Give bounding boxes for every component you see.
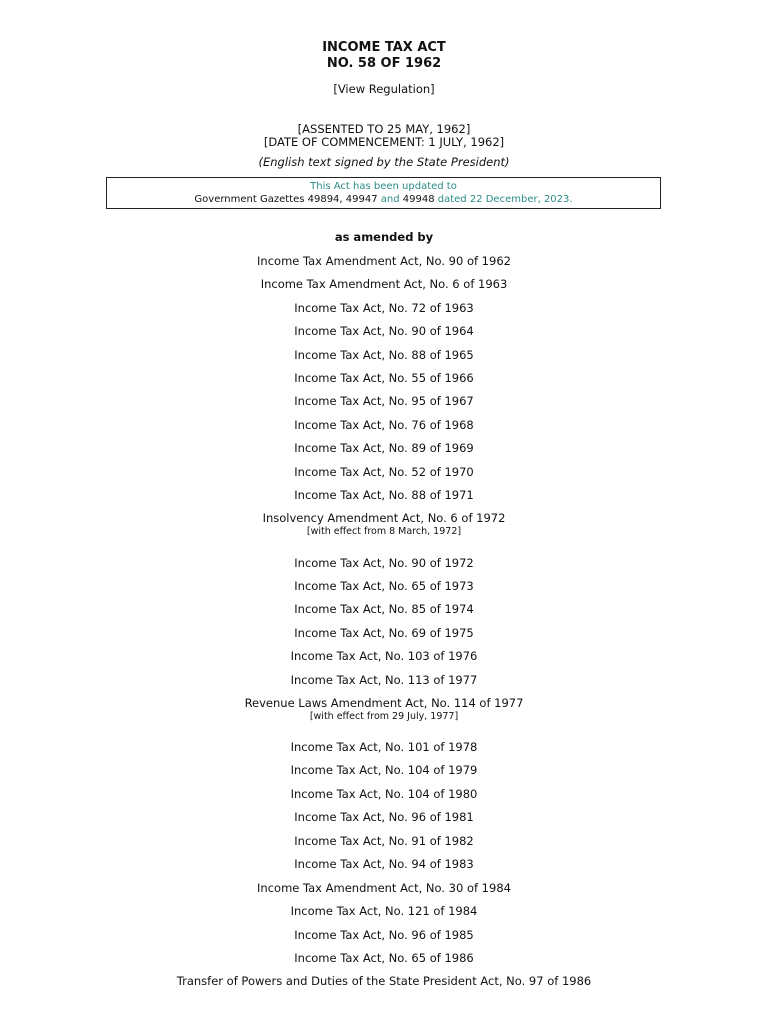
amending-act[interactable]: Insolvency Amendment Act, No. 6 of 1972 — [262, 511, 506, 525]
english-text-note: (English text signed by the State President) — [258, 155, 510, 169]
amending-act[interactable]: Income Tax Amendment Act, No. 30 of 1984 — [257, 881, 511, 895]
amending-act[interactable]: Income Tax Act, No. 55 of 1966 — [294, 371, 474, 385]
amending-act[interactable]: Income Tax Act, No. 85 of 1974 — [294, 602, 474, 616]
act-number: NO. 58 OF 1962 — [326, 56, 442, 71]
act-title: INCOME TAX ACT — [322, 40, 446, 55]
amending-act[interactable]: Income Tax Act, No. 90 of 1972 — [294, 556, 474, 570]
update-notice-line1: This Act has been updated to — [310, 181, 457, 192]
amending-act[interactable]: Income Tax Act, No. 91 of 1982 — [294, 834, 474, 848]
amending-act[interactable]: Income Tax Act, No. 89 of 1969 — [294, 441, 474, 455]
amending-act[interactable]: Revenue Laws Amendment Act, No. 114 of 1977 — [244, 696, 524, 710]
amending-act[interactable]: Income Tax Act, No. 52 of 1970 — [294, 465, 474, 479]
amending-act[interactable]: Income Tax Amendment Act, No. 6 of 1963 — [260, 277, 508, 291]
gazette-date: dated 22 December, 2023. — [434, 194, 573, 205]
amending-act[interactable]: Income Tax Act, No. 69 of 1975 — [294, 626, 474, 640]
amending-act[interactable]: Income Tax Act, No. 103 of 1976 — [290, 649, 478, 663]
amending-act[interactable]: Income Tax Amendment Act, No. 90 of 1962 — [257, 254, 511, 268]
amending-act[interactable]: Income Tax Act, No. 94 of 1983 — [294, 857, 474, 871]
gazette-and: and — [377, 194, 403, 205]
commencement-date: [DATE OF COMMENCEMENT: 1 JULY, 1962] — [263, 135, 505, 149]
view-regulation-link[interactable]: [View Regulation] — [333, 82, 435, 96]
amending-act[interactable]: Income Tax Act, No. 101 of 1978 — [290, 740, 478, 754]
update-notice-box — [106, 177, 661, 209]
amending-act[interactable]: Income Tax Act, No. 88 of 1965 — [294, 348, 474, 362]
amending-act[interactable]: Income Tax Act, No. 104 of 1979 — [290, 763, 478, 777]
amending-act[interactable]: Income Tax Act, No. 95 of 1967 — [294, 394, 474, 408]
amending-act[interactable]: Income Tax Act, No. 88 of 1971 — [294, 488, 474, 502]
gazette-list: Government Gazettes 49894, 49947 — [194, 194, 378, 205]
amending-act[interactable]: Income Tax Act, No. 96 of 1981 — [294, 810, 474, 824]
assented-date: [ASSENTED TO 25 MAY, 1962] — [297, 122, 471, 136]
amending-act[interactable]: Income Tax Act, No. 104 of 1980 — [290, 787, 478, 801]
amending-act[interactable]: Income Tax Act, No. 65 of 1986 — [294, 951, 474, 965]
amending-act[interactable]: Income Tax Act, No. 90 of 1964 — [294, 324, 474, 338]
amending-act[interactable]: Transfer of Powers and Duties of the State President Act, No. 97 of 1986 — [176, 974, 592, 988]
amending-act[interactable]: Income Tax Act, No. 96 of 1985 — [294, 928, 474, 942]
amending-act[interactable]: Income Tax Act, No. 113 of 1977 — [290, 673, 478, 687]
amending-act[interactable]: Income Tax Act, No. 65 of 1973 — [294, 579, 474, 593]
effect-note: [with effect from 8 March, 1972] — [306, 526, 462, 537]
update-notice-line2 — [107, 193, 660, 206]
amending-act[interactable]: Income Tax Act, No. 72 of 1963 — [294, 301, 474, 315]
effect-note: [with effect from 29 July, 1977] — [309, 711, 459, 722]
amending-act[interactable]: Income Tax Act, No. 76 of 1968 — [294, 418, 474, 432]
gazette-last: 49948 — [402, 194, 435, 205]
amended-by-heading: as amended by — [334, 230, 434, 244]
amending-act[interactable]: Income Tax Act, No. 121 of 1984 — [290, 904, 478, 918]
